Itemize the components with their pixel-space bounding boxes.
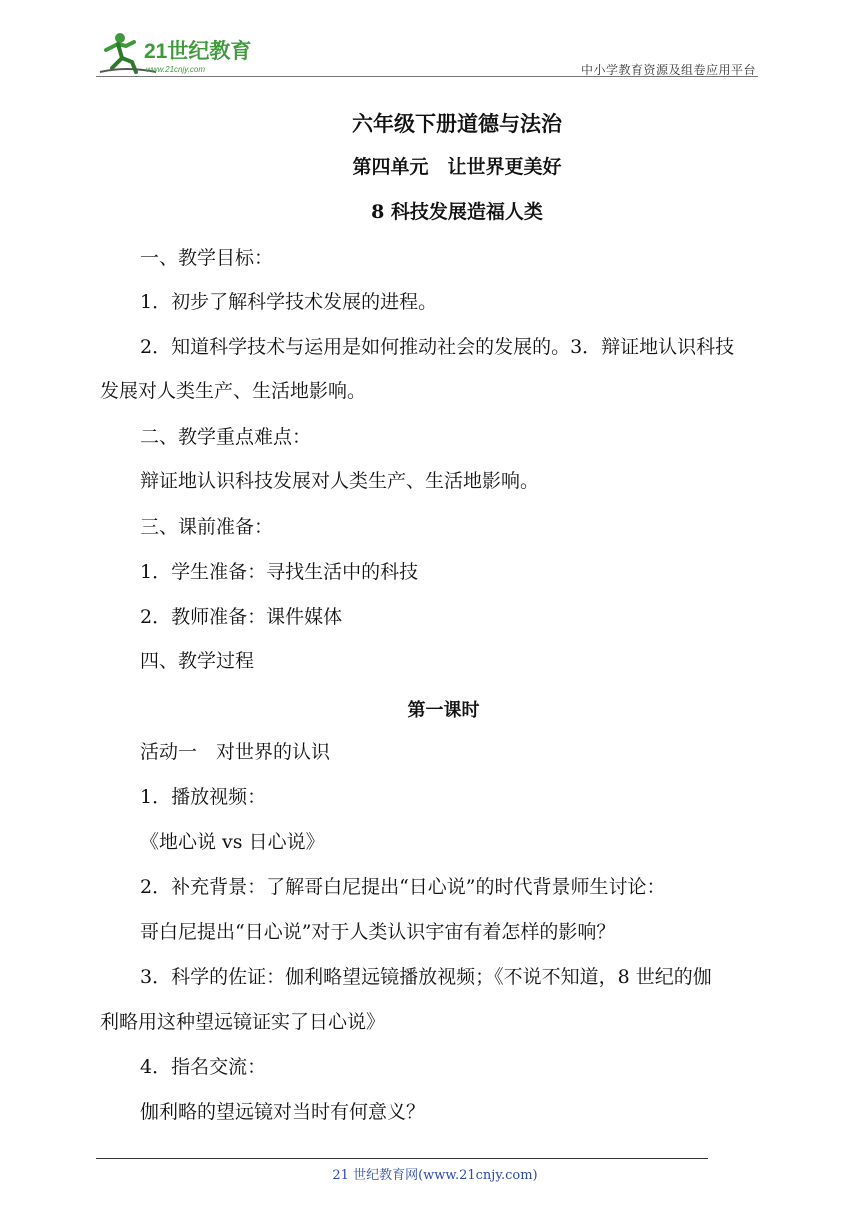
- paragraph-line: 哥白尼提出“日心说”对于人类认识宇宙有着怎样的影响？: [140, 921, 616, 943]
- logo-text: 21世纪教育: [144, 40, 252, 63]
- paragraph-line: 1．学生准备：寻找生活中的科技: [140, 561, 419, 583]
- paragraph-line: 伽利略的望远镜对当时有何意义？: [140, 1101, 426, 1123]
- paragraph-line: 2．知道科学技术与运用是如何推动社会的发展的。3．辩证地认识科技: [140, 336, 735, 358]
- unit-title: 第四单元 让世界更美好: [352, 156, 562, 178]
- lesson-title: 8 科技发展造福人类: [371, 201, 543, 223]
- paragraph-line: 辩证地认识科技发展对人类生产、生活地影响。: [140, 470, 540, 492]
- section-heading-process: 四、教学过程: [140, 650, 255, 672]
- paragraph-line: 2．教师准备：课件媒体: [140, 606, 343, 628]
- footer-divider: [96, 1158, 708, 1159]
- section-heading-objectives: 一、教学目标：: [140, 247, 274, 269]
- paragraph-line: 1．播放视频：: [140, 786, 267, 808]
- header-tagline: 中小学教育资源及组卷应用平台: [580, 63, 756, 77]
- paragraph-line: 《地心说 vs 日心说》: [140, 831, 325, 853]
- paragraph-line: 4．指名交流：: [140, 1056, 267, 1078]
- paragraph-line: 利略用这种望远镜证实了日心说》: [100, 1011, 386, 1033]
- section-heading-preparation: 三、课前准备：: [140, 516, 274, 538]
- document-title: 六年级下册道德与法治: [352, 111, 562, 136]
- paragraph-line: 3．科学的佐证：伽利略望远镜播放视频；《不说不知道，8 世纪的伽: [140, 966, 712, 988]
- section-heading-key-points: 二、教学重点难点：: [140, 426, 312, 448]
- paragraph-line: 发展对人类生产、生活地影响。: [100, 380, 367, 402]
- logo-runner-icon: [96, 28, 266, 78]
- footer-link[interactable]: 21 世纪教育网(www.21cnjy.com): [332, 1168, 538, 1183]
- page-header: [96, 28, 758, 80]
- paragraph-line: 2．补充背景：了解哥白尼提出“日心说”的时代背景师生讨论：: [140, 876, 666, 898]
- paragraph-line: 1．初步了解科学技术发展的进程。: [140, 291, 438, 313]
- logo: [96, 28, 266, 78]
- logo-url: www.21cnjy.com: [146, 65, 205, 74]
- header-divider: [96, 76, 758, 77]
- activity-heading: 活动一 对世界的认识: [140, 741, 331, 763]
- lesson-period-heading: 第一课时: [407, 700, 480, 721]
